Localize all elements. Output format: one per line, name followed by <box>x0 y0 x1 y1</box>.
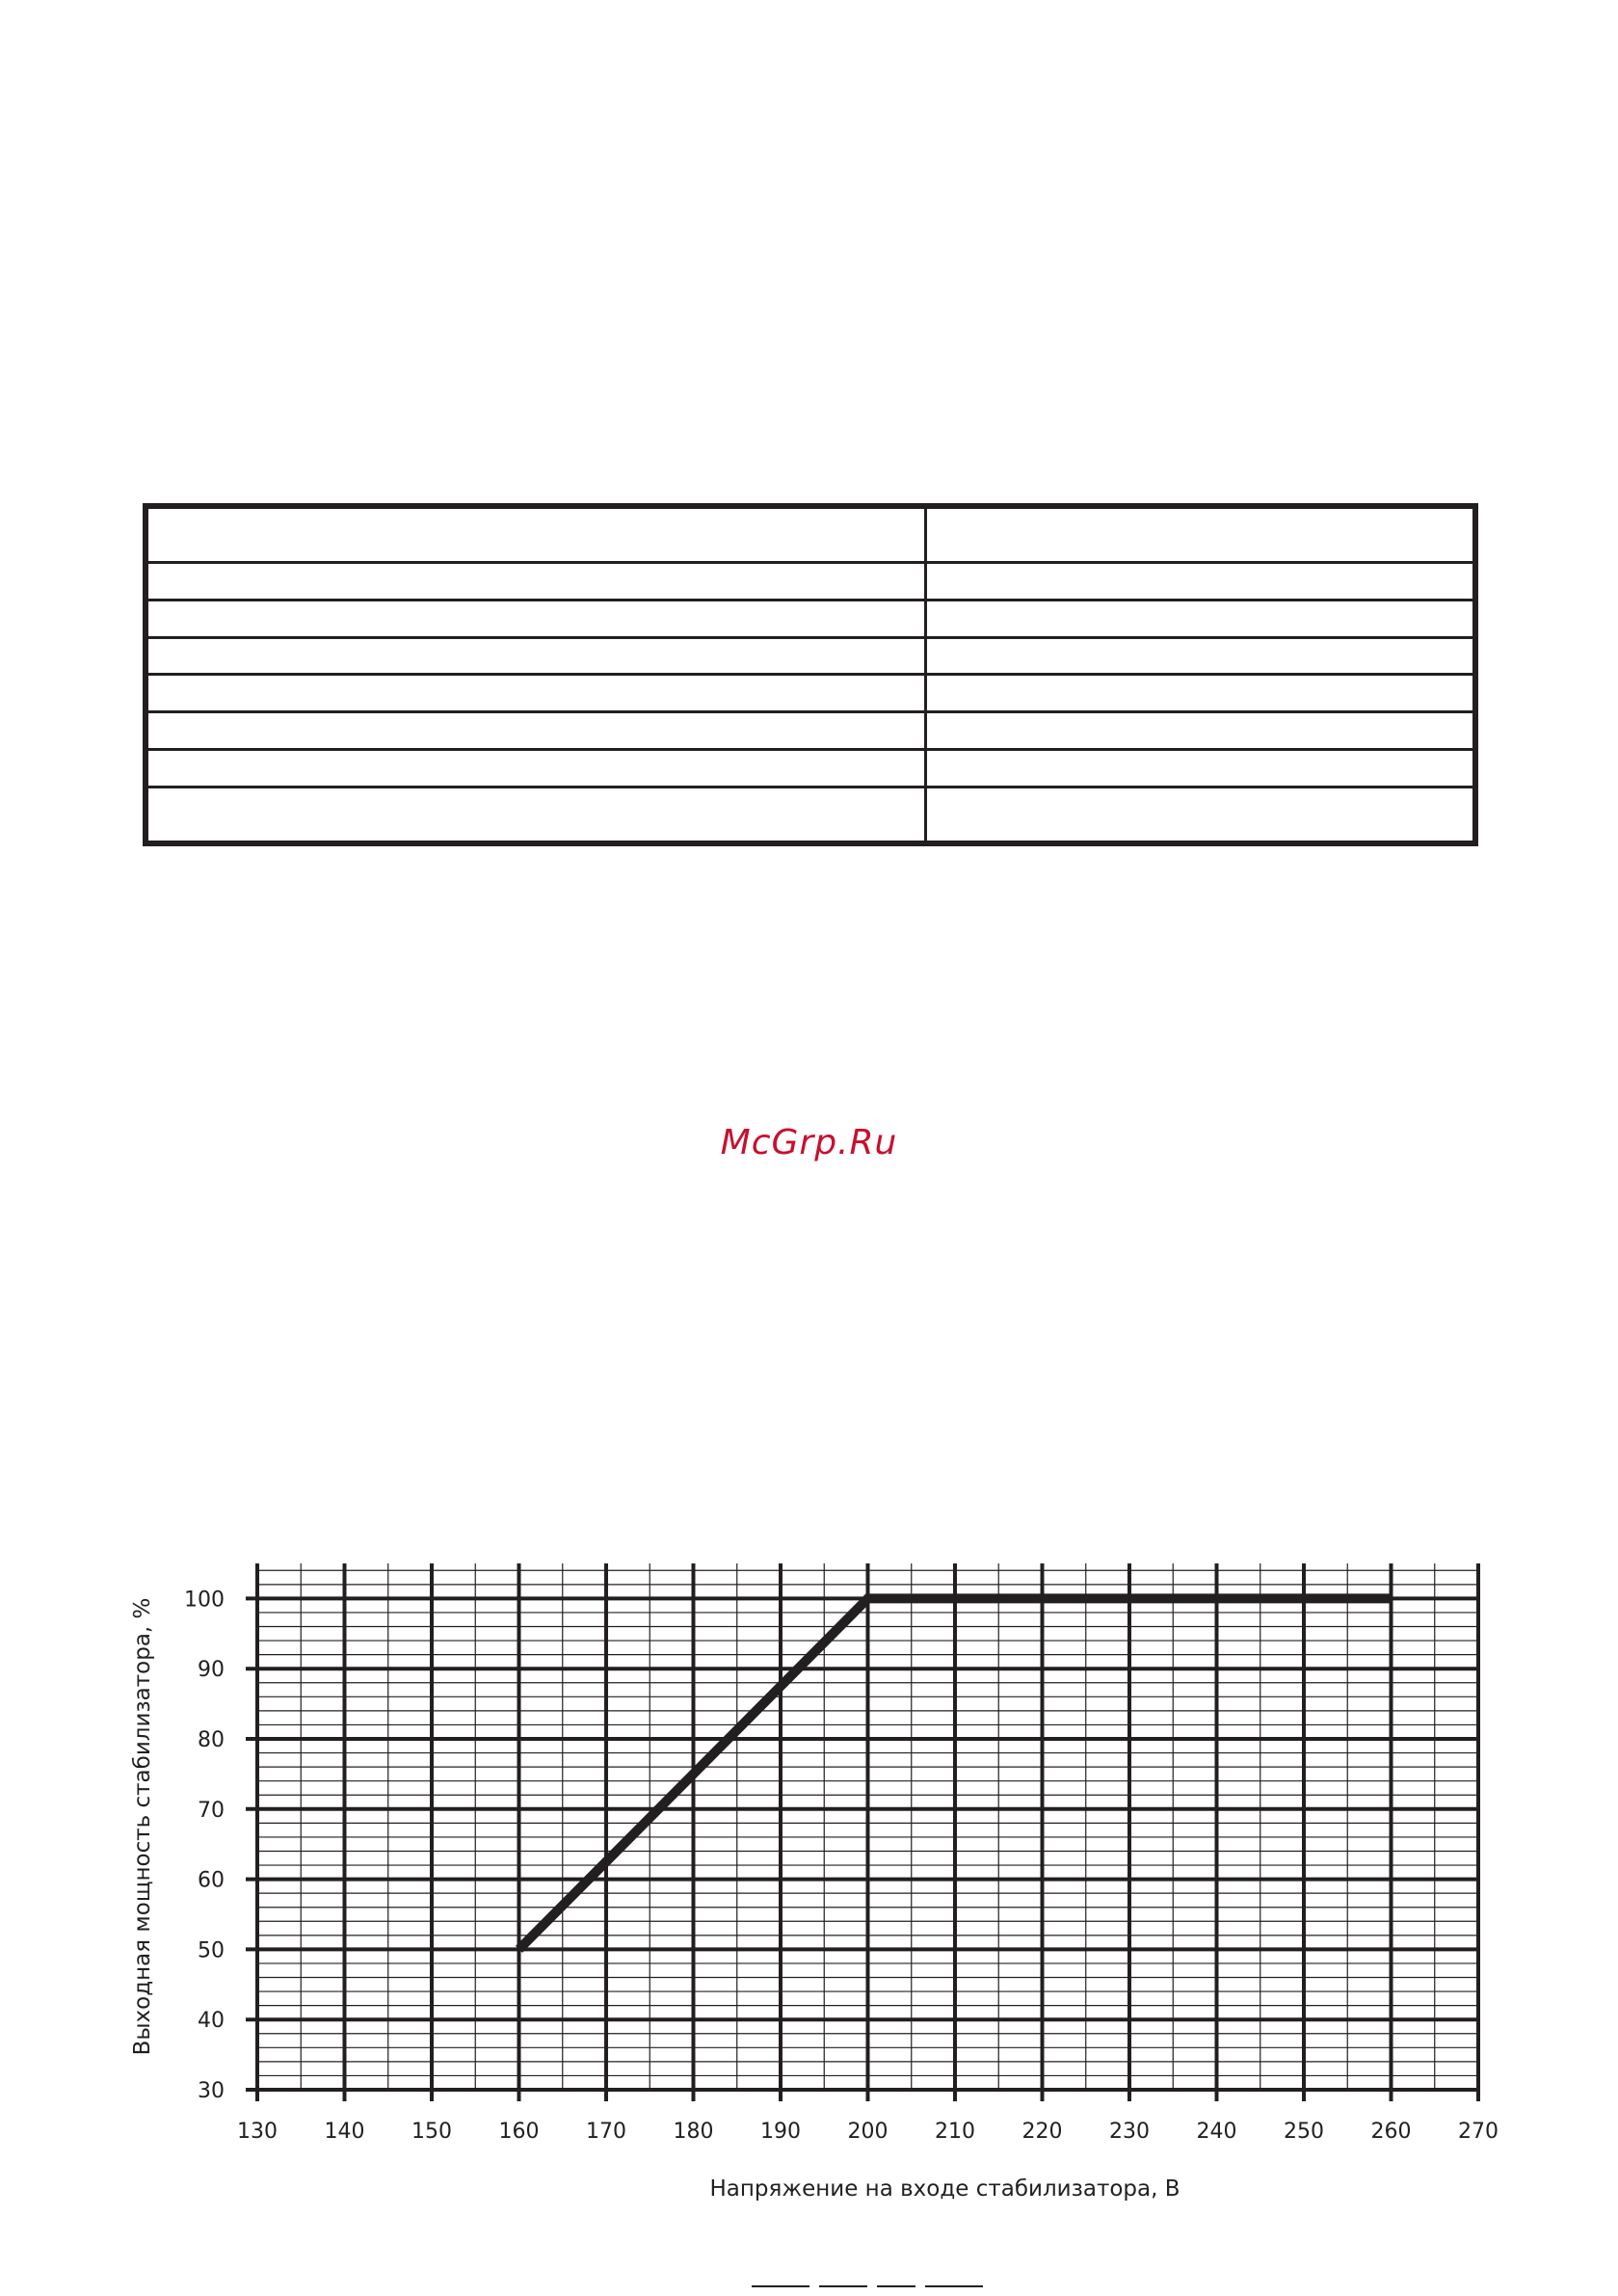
x-tick-label: 240 <box>1196 2120 1237 2144</box>
x-tick-labels <box>237 2120 1499 2144</box>
x-tick-label: 160 <box>498 2120 540 2144</box>
x-tick-label: 250 <box>1284 2120 1324 2144</box>
x-tick-label: 190 <box>760 2120 801 2144</box>
x-tick-label: 180 <box>673 2120 714 2144</box>
y-tick-label: 50 <box>198 1938 225 1963</box>
y-tick-label: 90 <box>198 1658 225 1683</box>
y-tick-labels <box>184 1588 225 2103</box>
y-tick-label: 100 <box>184 1588 225 1613</box>
x-tick-label: 170 <box>586 2120 626 2144</box>
y-axis-title: Выходная мощность стабилизатора, % <box>130 1597 155 2056</box>
watermark-text: McGrp.Ru <box>720 1123 898 1162</box>
x-tick-label: 210 <box>935 2120 975 2144</box>
x-tick-label: 260 <box>1370 2120 1412 2144</box>
x-tick-label: 230 <box>1109 2120 1150 2144</box>
y-tick-label: 40 <box>198 2009 225 2034</box>
x-tick-label: 150 <box>411 2120 452 2144</box>
major-grid <box>246 1563 1478 2101</box>
footer-marks <box>752 2283 993 2290</box>
x-tick-label: 140 <box>324 2120 365 2144</box>
y-tick-label: 80 <box>198 1728 225 1752</box>
x-axis-title: Напряжение на входе стабилизатора, В <box>709 2176 1180 2202</box>
x-tick-label: 200 <box>847 2120 889 2144</box>
y-tick-label: 70 <box>198 1798 225 1823</box>
y-tick-label: 30 <box>198 2079 225 2103</box>
y-tick-label: 60 <box>198 1868 225 1893</box>
x-tick-label: 130 <box>237 2120 278 2144</box>
x-tick-label: 220 <box>1021 2120 1063 2144</box>
x-tick-label: 270 <box>1458 2120 1499 2144</box>
